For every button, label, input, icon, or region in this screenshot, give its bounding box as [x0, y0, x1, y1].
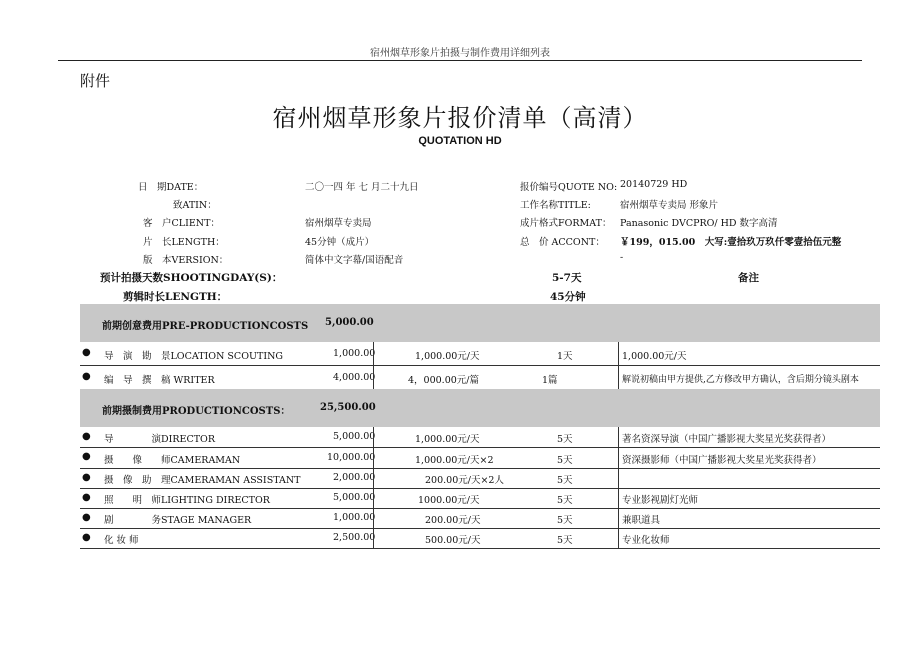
version-extra: - — [620, 252, 624, 263]
row-unit-price: 1,000.00元/天 — [415, 434, 480, 445]
row-quantity: 5天 — [557, 495, 573, 506]
row-item: 化 妆 师 — [104, 535, 139, 546]
header-rule — [58, 60, 862, 61]
table-row — [80, 447, 880, 469]
section-label: 前期摄制费用PRODUCTIONCOSTS： — [102, 406, 291, 417]
column-divider — [618, 342, 619, 389]
format-label: 成片格式FORMAT： — [520, 218, 612, 229]
date-value: 二〇一四 年 七 月二十九日 — [305, 182, 419, 193]
work-title-value: 宿州烟草专卖局 形象片 — [620, 200, 719, 211]
client-value: 宿州烟草专卖局 — [305, 218, 372, 229]
work-title-label: 工作名称TITLE: — [520, 200, 591, 211]
row-unit-price: 1,000.00元/天×2 — [415, 455, 494, 466]
editlength-label: 剪辑时长LENGTH： — [123, 291, 228, 303]
row-total: 1,000.00 — [333, 348, 376, 359]
row-note: 兼职道具 — [622, 515, 661, 526]
table-row — [80, 488, 880, 509]
row-note: 1,000.00元/天 — [622, 351, 687, 362]
section-band-preproduction — [80, 304, 880, 342]
running-header: 宿州烟草形象片拍摄与制作费用详细列表 — [370, 48, 550, 59]
row-note: 资深摄影师（中国广播影视大奖星光奖获得者） — [622, 455, 822, 466]
row-item: 编 导 撰 稿 WRITER — [104, 375, 215, 386]
bullet-icon: ● — [82, 492, 91, 503]
row-quantity: 1篇 — [542, 375, 558, 386]
bullet-icon: ● — [82, 532, 91, 543]
row-total: 4,000.00 — [333, 372, 376, 383]
row-item: 照 明 师LIGHTING DIRECTOR — [104, 495, 270, 506]
atin-label: 致ATIN： — [173, 200, 217, 211]
table-row — [80, 365, 880, 390]
section-band-production — [80, 389, 880, 427]
version-label: 版 本VERSION： — [143, 255, 229, 266]
bullet-icon: ● — [82, 512, 91, 523]
shootingday-label: 预计拍摄天数SHOOTINGDAY(S)： — [100, 272, 283, 284]
editlength-value: 45分钟 — [550, 291, 586, 303]
row-total: 2,500.00 — [333, 532, 376, 543]
remarks-label: 备注 — [738, 272, 759, 284]
row-unit-price: 200.00元/天 — [425, 515, 481, 526]
section-amount: 25,500.00 — [320, 402, 376, 413]
total-label: 总 价 ACCONT： — [520, 237, 605, 248]
table-row — [80, 528, 880, 549]
client-label: 客 户CLIENT： — [143, 218, 220, 229]
quote-no-value: 20140729 HD — [620, 179, 688, 190]
row-note: 著名资深导演（中国广播影视大奖星光奖获得者） — [622, 434, 832, 445]
table-row — [80, 508, 880, 529]
row-note: 专业化妆师 — [622, 535, 670, 546]
document-title: 宿州烟草形象片报价清单（高清） — [272, 104, 648, 132]
row-item: 摄 像 师CAMERAMAN — [104, 455, 241, 466]
table-row — [80, 427, 880, 448]
row-total: 2,000.00 — [333, 472, 376, 483]
row-quantity: 5天 — [557, 515, 573, 526]
length-label: 片 长LENGTH： — [143, 237, 225, 248]
row-unit-price: 1000.00元/天 — [418, 495, 480, 506]
bullet-icon: ● — [82, 347, 91, 358]
row-quantity: 5天 — [557, 535, 573, 546]
total-value: ￥199，015.00 大写:壹拾玖万玖仟零壹拾伍元整 — [620, 237, 842, 248]
quote-no-label: 报价编号QUOTE NO: — [520, 182, 618, 193]
row-item: 导 演DIRECTOR — [104, 434, 216, 445]
row-quantity: 5天 — [557, 434, 573, 445]
bullet-icon: ● — [82, 431, 91, 442]
bullet-icon: ● — [82, 472, 91, 483]
bullet-icon: ● — [82, 371, 91, 382]
date-label: 日 期DATE： — [138, 182, 204, 193]
length-value: 45分钟（成片） — [305, 237, 375, 248]
column-divider — [373, 342, 374, 389]
row-item: 摄 像 助 理CAMERAMAN ASSISTANT — [104, 475, 301, 486]
document-subtitle: QUOTATION HD — [418, 135, 502, 147]
row-unit-price: 4，000.00元/篇 — [408, 375, 479, 386]
row-quantity: 5天 — [557, 475, 573, 486]
row-item: 导 演 勘 景LOCATION SCOUTING — [104, 351, 283, 362]
row-quantity: 5天 — [557, 455, 573, 466]
row-total: 10,000.00 — [327, 452, 376, 463]
section-label: 前期创意费用PRE-PRODUCTIONCOSTS — [102, 321, 309, 332]
row-note: 专业影视剧灯光师 — [622, 495, 699, 506]
shootingday-value: 5-7天 — [552, 272, 582, 284]
section-amount: 5,000.00 — [325, 317, 374, 328]
format-value: Panasonic DVCPRO/ HD 数字高清 — [620, 218, 778, 229]
bullet-icon: ● — [82, 451, 91, 462]
row-total: 1,000.00 — [333, 512, 376, 523]
table-row — [80, 468, 880, 489]
row-note: 解说初稿由甲方提供,乙方修改甲方确认，含后期分镜头剧本 — [622, 375, 859, 385]
version-value: 简体中文字幕/国语配音 — [305, 255, 404, 266]
row-unit-price: 500.00元/天 — [425, 535, 481, 546]
row-item: 剧 务STAGE MANAGER — [104, 515, 252, 526]
column-divider — [618, 427, 619, 548]
row-unit-price: 1,000.00元/天 — [415, 351, 480, 362]
row-quantity: 1天 — [557, 351, 573, 362]
row-unit-price: 200.00元/天×2人 — [425, 475, 504, 486]
row-total: 5,000.00 — [333, 431, 376, 442]
table-row — [80, 342, 880, 366]
row-total: 5,000.00 — [333, 492, 376, 503]
column-divider — [373, 427, 374, 548]
attachment-label: 附件 — [80, 72, 111, 90]
